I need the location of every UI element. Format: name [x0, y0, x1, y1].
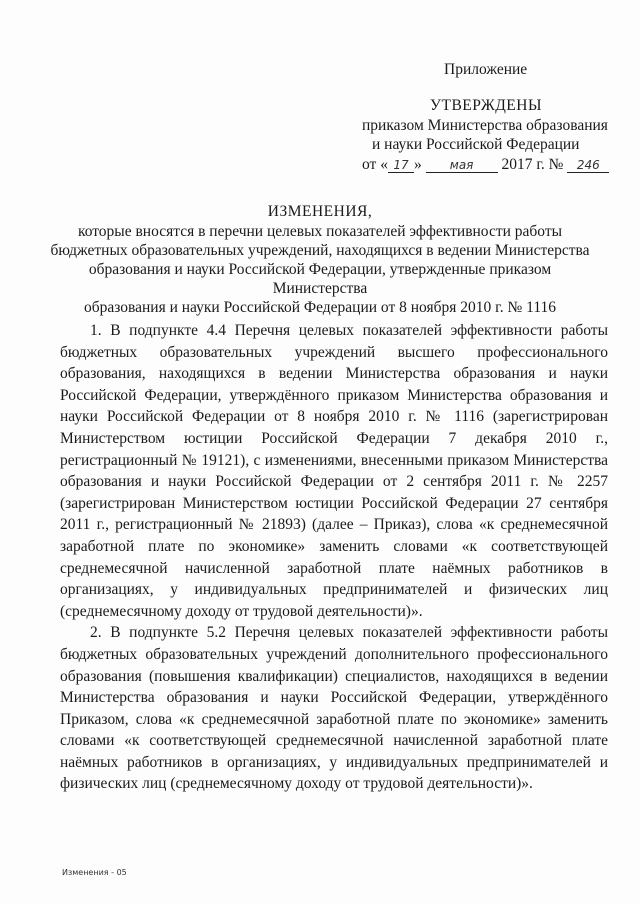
handwritten-order-number: 246 — [567, 158, 609, 173]
title-line-2: бюджетных образовательных учреждений, находящихся в ведении Министерства — [50, 242, 590, 259]
title-heading: ИЗМЕНЕНИЯ, — [267, 203, 373, 220]
title-line-3: образования и науки Российской Федерации, утвержденные приказом Министерства — [88, 261, 552, 297]
document-title — [40, 202, 600, 317]
title-line-1: которые вносятся в перечни целевых показателей эффективности работы — [77, 223, 563, 240]
date-mid: » — [413, 156, 422, 173]
paragraph-2: 2. В подпункте 5.2 Перечня целевых показателей эффективности работы бюджетных образовательных учреждений дополнительного профессионального образования (повышения квалификации) специалистов, находящихся в ведении Министерства образования и науки Российской Федерации, утверждённого Приказом, слова «к среднемесячной заработной плате по экономике» заменить словами «к соответствующей среднемесячной начисленной заработной плате наёмных работников в организациях, у индивидуальных предпринимателей и физических лиц (среднемесячному доходу от трудовой деятельности)». — [60, 624, 608, 793]
approved-label: УТВЕРЖДЕНЫ — [430, 97, 542, 114]
order-line-1: приказом Министерства образования — [362, 117, 608, 134]
footer-label: Изменения - 05 — [62, 868, 127, 877]
date-year: 2017 г. № — [501, 156, 564, 173]
order-date-line — [362, 155, 609, 174]
date-prefix: от « — [362, 156, 388, 173]
handwritten-month: мая — [426, 158, 498, 173]
annex-label: Приложение — [444, 61, 528, 78]
paragraph-1: 1. В подпункте 4.4 Перечня целевых показателей эффективности работы бюджетных образовательных учреждений высшего профессионального образования, находящихся в ведении Министерства образования и науки Российской Федерации, утверждённого приказом Министерства образования и науки Российской Федерации от 8 ноября 2010 г. № 1116 (зарегистрирован Министерством юстиции Российской Федерации 7 декабря 2010 г., регистрационный № 19121), с изменениями, внесенными приказом Министерства образования и науки Российской Федерации от 2 сентября 2011 г. № 2257 (зарегистрирован Министерством юстиции Российской Федерации 27 сентября 2011 г., регистрационный № 21893) (далее – Приказ), слова «к среднемесячной заработной плате по экономике» заменить словами «к соответствующей среднемесячной начисленной заработной плате наёмных работников в организациях, у индивидуальных предпринимателей и физических лиц (среднемесячному доходу от трудовой деятельности)». — [60, 322, 608, 620]
document-body — [60, 320, 608, 795]
order-line-2: и науки Российской Федерации — [372, 136, 580, 153]
handwritten-day: 17 — [388, 158, 414, 173]
title-line-4: образования и науки Российской Федерации от 8 ноября 2010 г. № 1116 — [83, 299, 557, 316]
